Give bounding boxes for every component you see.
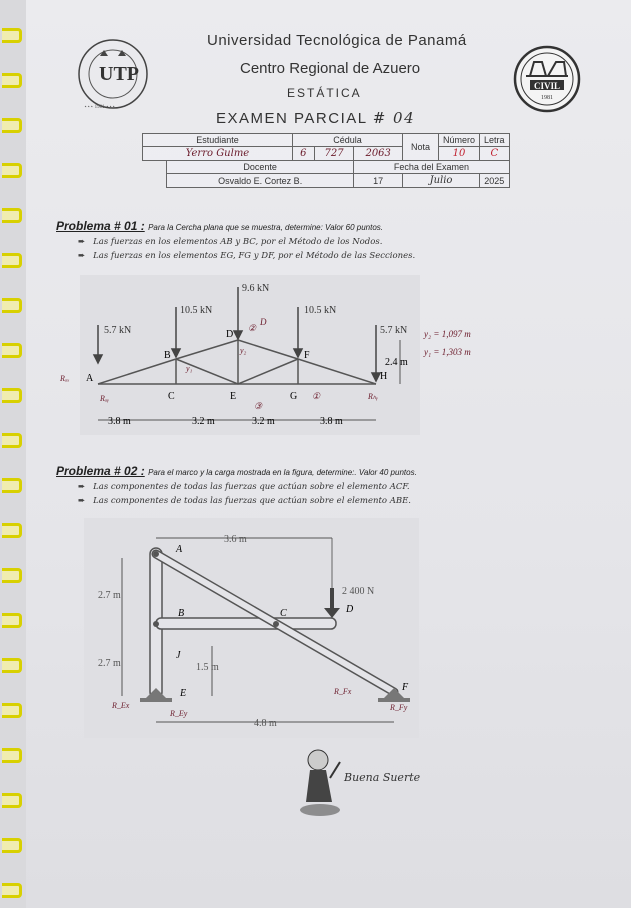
handwritten-note: R_Fx [334,687,352,696]
binding-ring [2,298,22,313]
binding-ring [2,703,22,718]
problem-2-question: Para el marco y la carga mostrada en la figura, determine:. Valor 40 puntos. [148,468,417,477]
handwritten-note: ① [312,391,321,401]
university-seal-logo [70,36,156,112]
load-label: 5.7 kN [380,325,408,336]
node-label: H [380,371,388,382]
binding-ring [2,253,22,268]
binding-ring [2,208,22,223]
problem-1-heading [56,219,383,233]
binding-ring [2,28,22,43]
binding-ring [2,883,22,898]
spacer [143,161,167,174]
handwritten-note: D [260,317,267,327]
left-dimension: 2.7 m [98,590,121,601]
binding-ring [2,748,22,763]
problem-1-question: Para la Cercha plana que se muestra, determine: Valor 60 puntos. [148,223,384,232]
exam-month: Julio [403,174,480,188]
svg-text:⋆⋆⋆ 1981 ⋆⋆⋆: ⋆⋆⋆ 1981 ⋆⋆⋆ [84,105,116,110]
svg-text:CIVIL: CIVIL [534,81,561,91]
node-label: E [180,688,187,699]
student-header: Estudiante [143,134,293,147]
exam-title [216,109,415,127]
binding-ring [2,568,22,583]
binding-ring [2,658,22,673]
spacer [143,174,167,188]
id-part-2: 727 [314,147,354,161]
binding-ring [2,523,22,538]
handwritten-note: R_Fy [390,703,408,712]
node-label: A [86,373,94,384]
binding-ring [2,793,22,808]
handwritten-note: y₂ = 1,097 m [424,329,471,339]
id-part-1: 6 [293,147,315,161]
span-dimension: 3.8 m [320,416,343,427]
binding-ring [2,163,22,178]
binding-ring [2,433,22,448]
node-label: F [402,682,409,693]
node-label: B [178,608,185,619]
binding-ring [2,613,22,628]
grade-letter-value: C [480,147,510,161]
civil-engineering-logo [512,44,582,114]
good-luck-text: Buena Suerte [344,771,421,784]
load-label: 5.7 kN [104,325,132,336]
node-label: J [176,650,181,661]
cartoon-signature-icon [296,742,346,818]
load-label: 10.5 kN [180,305,213,316]
top-dimension: 3.6 m [224,534,247,545]
frame-diagram [84,518,434,738]
problem-2-bullet: ➨ Las componentes de todas las fuerzas que actúan sobre el elemento ABE. [78,496,411,506]
node-label: D [346,604,354,615]
span-dimension: 3.2 m [192,416,215,427]
handwritten-note: R_Ex [112,701,130,710]
handwritten-note: y₁ [186,364,193,373]
node-label: B [164,350,171,361]
height-dimension: 2.4 m [385,357,408,368]
problem-2-title: Problema # 02 : [56,464,145,478]
teacher-name: Osvaldo E. Cortez B. [167,174,354,188]
node-label: D [226,329,234,340]
binding-ring [2,118,22,133]
handwritten-note: Rₕᵧ [368,392,378,401]
grade-header: Nota [403,134,439,161]
node-label: A [176,544,183,555]
id-header: Cédula [293,134,403,147]
regional-center: Centro Regional de Azuero [240,60,421,77]
binding-ring [2,388,22,403]
problem-1-bullet: ➨ Las fuerzas en los elementos EG, FG y DF, por el Método de las Secciones. [78,251,415,261]
university-name: Universidad Tecnológica de Panamá [207,32,467,49]
student-info-table [142,133,510,188]
inner-dimension: 1.5 m [196,662,219,673]
truss-diagram [60,275,500,435]
date-header: Fecha del Examen [354,161,509,174]
svg-text:1981: 1981 [541,95,553,101]
handwritten-note: Rₐᵧ [100,394,110,403]
span-dimension: 3.8 m [108,416,131,427]
node-label: E [230,391,237,402]
binding-ring [2,73,22,88]
node-label: G [290,391,298,402]
problem-1-bullet: ➨ Las fuerzas en los elementos AB y BC, por el Método de los Nodos. [78,237,382,247]
binding-ring [2,478,22,493]
span-dimension: 3.2 m [252,416,275,427]
exam-year: 2025 [480,174,510,188]
load-label: 9.6 kN [242,283,270,294]
problem-1-title: Problema # 01 : [56,219,145,233]
node-label: C [280,608,287,619]
load-label: 10.5 kN [304,305,337,316]
letter-header: Letra [480,134,510,147]
handwritten-note: y₁ = 1,303 m [424,347,471,357]
left-dimension: 2.7 m [98,658,121,669]
problem-2-bullet: ➨ Las componentes de todas las fuerzas que actúan sobre el elemento ACF. [78,482,410,492]
student-name-value: Yerro Gulme [143,147,293,161]
node-label: C [168,391,175,402]
exam-label: EXAMEN PARCIAL [216,110,368,127]
applied-load: 2 400 N [342,586,375,597]
handwritten-note: R_Ey [170,709,188,718]
svg-text:UTP: UTP [99,63,139,85]
handwritten-note: Rₐₓ [60,374,70,383]
handwritten-note: y₂ [240,346,247,355]
binding-ring [2,343,22,358]
grade-number-value: 10 [439,147,480,161]
exam-number: # 04 [372,109,416,127]
handwritten-note: ③ [254,401,263,411]
bottom-dimension: 4.8 m [254,718,277,729]
node-label: F [304,350,310,361]
subject-name: ESTÁTICA [287,86,362,100]
teacher-header: Docente [167,161,354,174]
id-part-3: 2063 [354,147,403,161]
number-header: Número [439,134,480,147]
handwritten-note: ② [248,323,257,333]
binding-ring [2,838,22,853]
problem-2-heading [56,464,417,478]
exam-day: 17 [354,174,403,188]
